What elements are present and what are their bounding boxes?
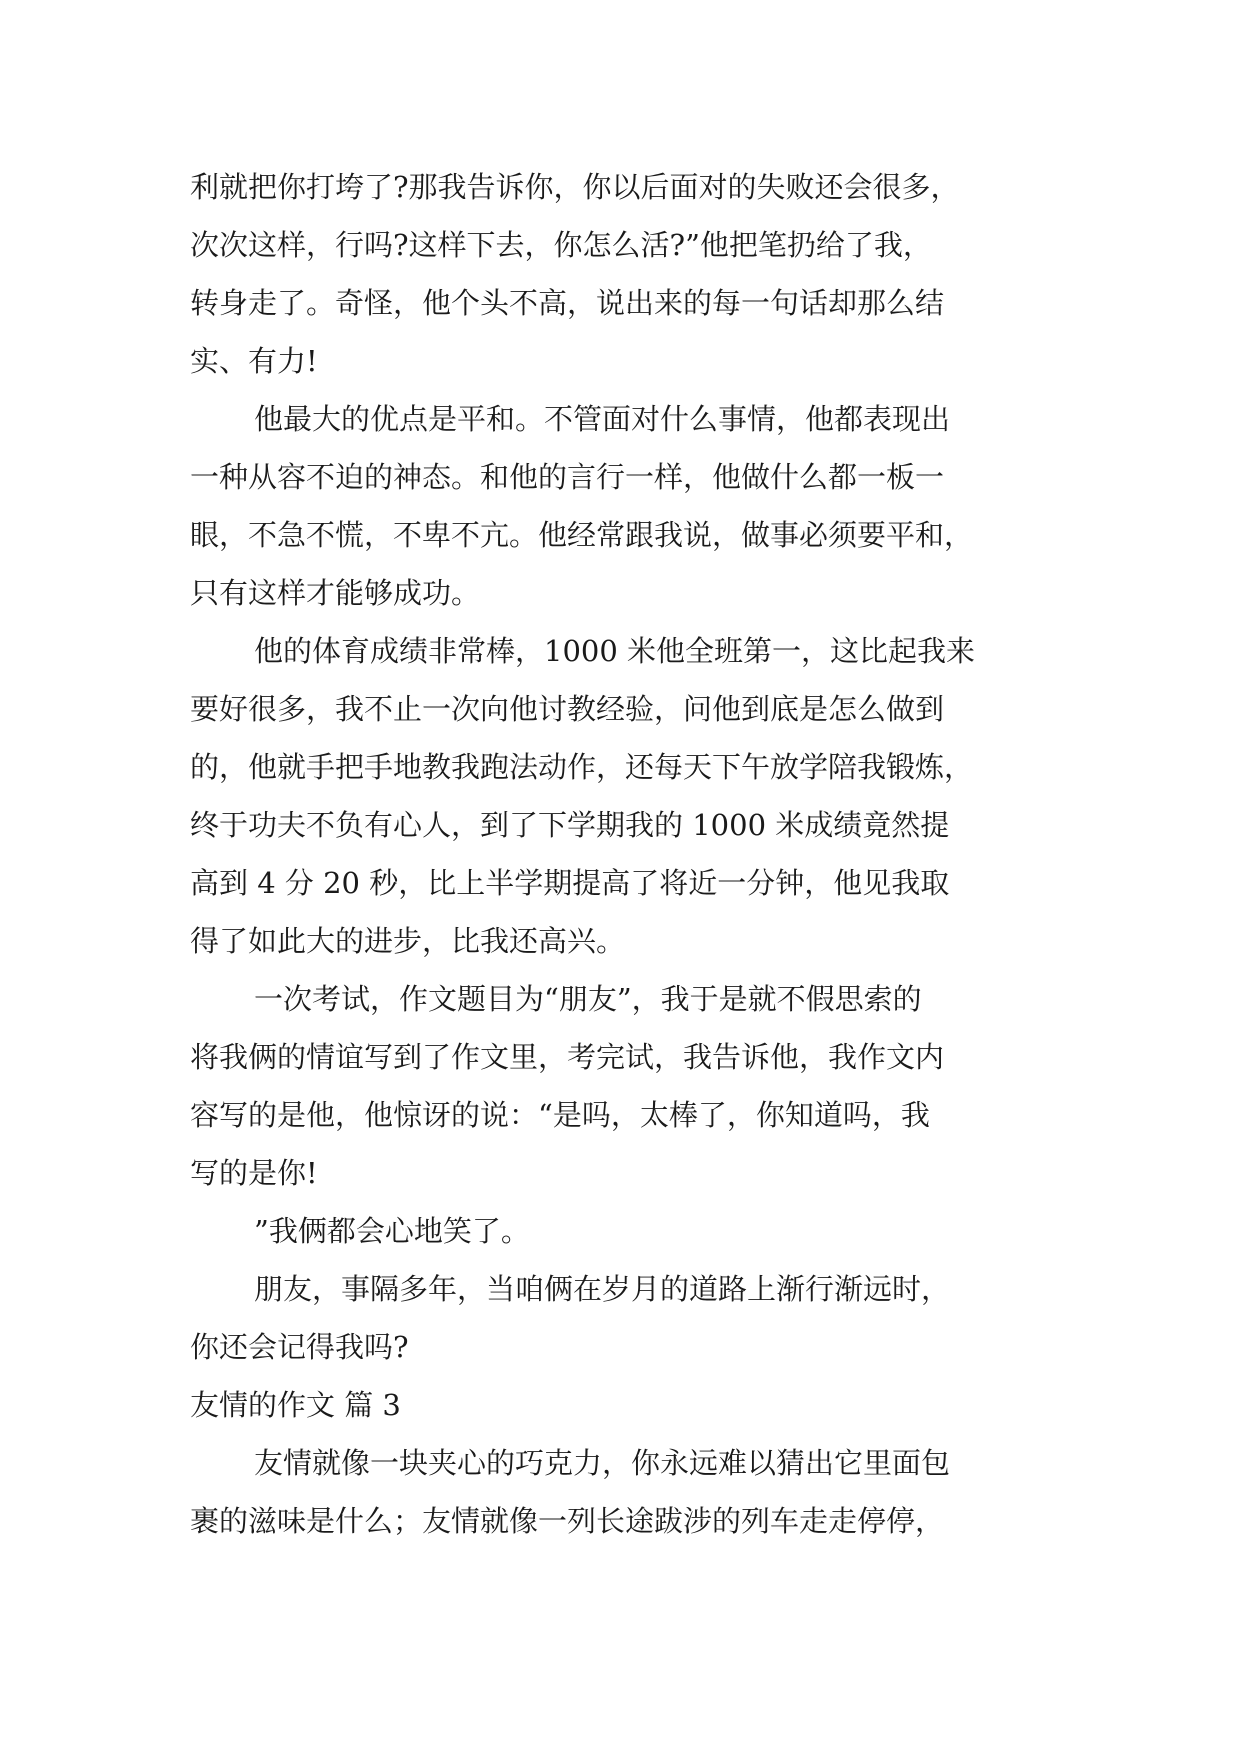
section-heading: 友情的作文 篇 3 — [190, 1388, 401, 1422]
text-line: 实、有力! — [190, 344, 318, 378]
text-line: 高到 4 分 20 秒，比上半学期提高了将近一分钟，他见我取 — [190, 866, 950, 900]
text-line: 眼，不急不慌，不卑不亢。他经常跟我说，做事必须要平和， — [190, 518, 974, 552]
text-line: 要好很多，我不止一次向他讨教经验，问他到底是怎么做到 — [190, 692, 945, 726]
text-line: 裹的滋味是什么；友情就像一列长途跋涉的列车走走停停， — [190, 1504, 945, 1538]
text-line: 利就把你打垮了?那我告诉你，你以后面对的失败还会很多， — [190, 170, 960, 204]
paragraph-first-line: 一次考试，作文题目为“朋友”，我于是就不假思索的 — [254, 982, 922, 1016]
text-line: 的，他就手把手地教我跑法动作，还每天下午放学陪我锻炼， — [190, 750, 974, 784]
text-line: 得了如此大的进步，比我还高兴。 — [190, 924, 626, 958]
text-line: 容写的是他，他惊讶的说：“是吗，太棒了，你知道吗，我 — [190, 1098, 930, 1132]
paragraph-first-line: 他最大的优点是平和。不管面对什么事情，他都表现出 — [254, 402, 951, 436]
text-line: 你还会记得我吗? — [190, 1330, 409, 1364]
paragraph-first-line: ”我俩都会心地笑了。 — [254, 1214, 530, 1248]
text-line: 只有这样才能够成功。 — [190, 576, 481, 610]
paragraph-first-line: 朋友，事隔多年，当咱俩在岁月的道路上渐行渐远时， — [254, 1272, 951, 1306]
paragraph-first-line: 友情就像一块夹心的巧克力，你永远难以猜出它里面包 — [254, 1446, 951, 1480]
text-line: 终于功夫不负有心人，到了下学期我的 1000 米成绩竟然提 — [190, 808, 950, 842]
text-line: 写的是你! — [190, 1156, 318, 1190]
text-line: 一种从容不迫的神态。和他的言行一样，他做什么都一板一 — [190, 460, 945, 494]
text-line: 次次这样，行吗?这样下去，你怎么活?”他把笔扔给了我， — [190, 228, 932, 262]
text-line: 转身走了。奇怪，他个头不高，说出来的每一句话却那么结 — [190, 286, 945, 320]
paragraph-first-line: 他的体育成绩非常棒，1000 米他全班第一，这比起我来 — [254, 634, 976, 668]
text-line: 将我俩的情谊写到了作文里，考完试，我告诉他，我作文内 — [190, 1040, 945, 1074]
